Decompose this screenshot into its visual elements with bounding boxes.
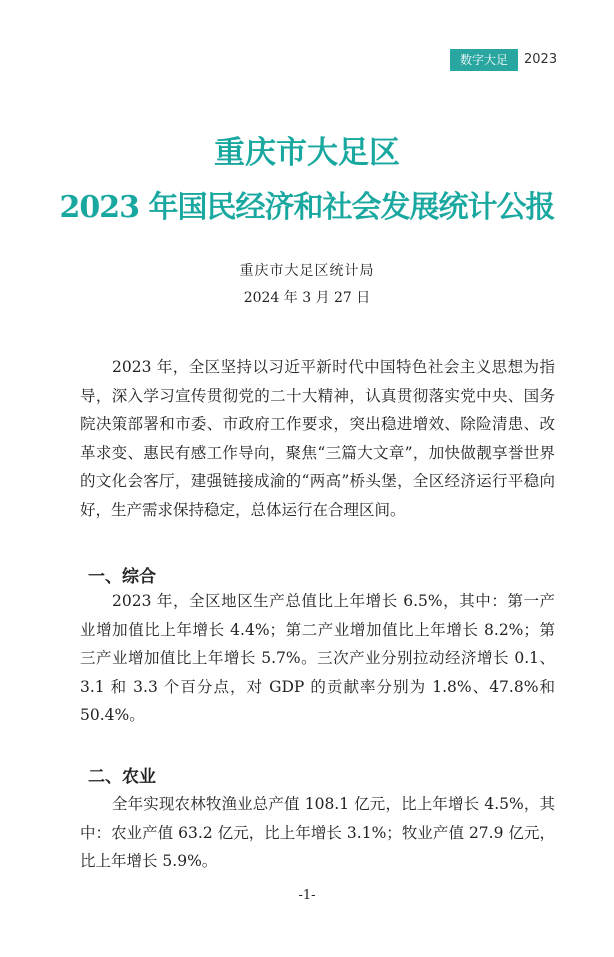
intro-paragraph: 2023 年，全区坚持以习近平新时代中国特色社会主义思想为指导，深入学习宣传贯彻党的二十大精神，认真贯彻落实党中央、国务院决策部署和市委、市政府工作要求，突出稳进增效、除险清患、改革求变、惠民有感工作导向，聚焦“三篇大文章”，加快做靓享誉世界的文化会客厅，建强链接成渝的“两高”桥头堡，全区经济运行平稳向好，生产需求保持稳定，总体运行在合理区间。 [80,358,555,519]
header-year: 2023 [524,52,558,67]
publisher-org: 重庆市大足区统计局 [239,263,375,279]
section-heading-agriculture: 二、农业 [88,767,156,787]
section-text-agriculture: 全年实现农林牧渔业总产值 108.1 亿元，比上年增长 4.5%，其中：农业产值 63.2 亿元，比上年增长 3.1%；牧业产值 27.9 亿元，比上年增长 5.9%。 [80,795,555,870]
document-title-line-1: 重庆市大足区 [214,135,400,171]
section-heading-general: 一、综合 [88,567,156,587]
document-title-line-2: 2023 年国民经济和社会发展统计公报 [59,190,555,225]
page-number: -1- [298,888,316,903]
publish-date: 2024 年 3 月 27 日 [243,290,371,306]
section-text-general: 2023 年，全区地区生产总值比上年增长 6.5%，其中：第一产业增加值比上年增长 4.4%；第二产业增加值比上年增长 8.2%；第三产业增加值比上年增长 5.7%。三次产业分别拉动经济增长 0.1、3.1 和 3.3 个百分点，对 GDP 的贡献率分别为 1.8%、47.8%和 50.4%。 [80,592,555,724]
brand-badge: 数字大足 [450,49,518,71]
